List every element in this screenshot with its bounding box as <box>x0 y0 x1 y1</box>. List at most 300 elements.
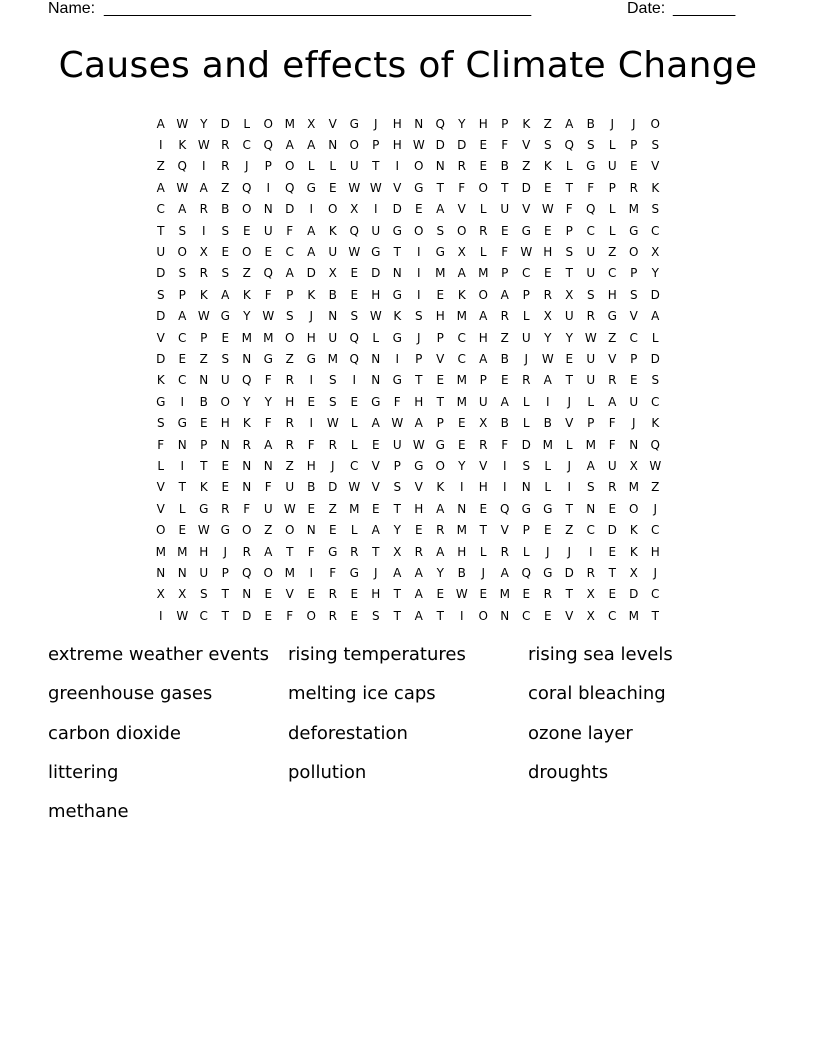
grid-letter: A <box>178 309 187 324</box>
word-list-item: carbon dioxide <box>48 722 181 744</box>
grid-letter: E <box>479 587 488 602</box>
grid-letter: E <box>350 587 359 602</box>
grid-row <box>150 498 666 519</box>
grid-letter: L <box>372 330 380 345</box>
grid-letter: G <box>177 416 187 431</box>
grid-letter: P <box>630 351 638 366</box>
grid-letter: S <box>543 138 552 153</box>
grid-letter: S <box>651 138 660 153</box>
grid-letter: X <box>651 245 660 260</box>
grid-letter: S <box>629 287 638 302</box>
grid-letter: A <box>264 544 273 559</box>
grid-letter: X <box>629 565 638 580</box>
grid-letter: Z <box>522 159 531 174</box>
grid-letter: Z <box>242 266 251 281</box>
grid-letter: I <box>395 351 400 366</box>
grid-letter: T <box>286 544 294 559</box>
grid-letter: H <box>607 287 617 302</box>
grid-letter: L <box>350 437 358 452</box>
grid-letter: Q <box>586 202 596 217</box>
grid-letter: L <box>522 416 530 431</box>
grid-letter: V <box>608 351 617 366</box>
grid-letter: S <box>586 138 595 153</box>
grid-letter: C <box>608 608 617 623</box>
grid-letter: E <box>264 245 273 260</box>
grid-letter: O <box>263 116 273 131</box>
grid-letter: L <box>544 480 552 495</box>
grid-letter: H <box>478 116 488 131</box>
grid-letter: W <box>455 587 468 602</box>
grid-letter: S <box>221 223 230 238</box>
grid-letter: U <box>392 437 402 452</box>
page-title: Causes and effects of Climate Change <box>58 45 758 86</box>
grid-letter: A <box>543 373 552 388</box>
grid-letter: G <box>392 287 402 302</box>
grid-letter: J <box>653 565 658 580</box>
grid-row <box>150 412 666 433</box>
grid-letter: J <box>653 501 658 516</box>
grid-letter: E <box>543 223 552 238</box>
grid-letter: O <box>263 565 273 580</box>
grid-letter: O <box>285 523 295 538</box>
grid-letter: I <box>309 416 314 431</box>
grid-letter: E <box>307 394 316 409</box>
grid-letter: F <box>264 373 272 388</box>
grid-letter: A <box>285 266 294 281</box>
grid-letter: M <box>628 202 639 217</box>
grid-letter: Q <box>242 373 252 388</box>
grid-letter: N <box>586 501 596 516</box>
grid-letter: L <box>479 245 487 260</box>
grid-letter: E <box>371 437 380 452</box>
grid-letter: S <box>199 587 208 602</box>
grid-letter: Z <box>285 458 294 473</box>
grid-letter: L <box>565 437 573 452</box>
grid-letter: N <box>242 480 252 495</box>
grid-letter: F <box>329 565 337 580</box>
grid-letter: W <box>348 245 361 260</box>
grid-letter: Z <box>156 159 165 174</box>
grid-letter: Z <box>565 523 574 538</box>
grid-letter: F <box>608 437 616 452</box>
grid-letter: G <box>435 245 445 260</box>
grid-letter: J <box>567 544 572 559</box>
grid-letter: V <box>156 501 165 516</box>
grid-letter: F <box>243 501 251 516</box>
grid-letter: T <box>221 587 229 602</box>
grid-row <box>150 477 666 498</box>
grid-letter: U <box>156 245 166 260</box>
grid-letter: I <box>180 394 185 409</box>
grid-letter: A <box>307 138 316 153</box>
grid-letter: R <box>199 266 208 281</box>
grid-letter: J <box>567 458 572 473</box>
grid-letter: D <box>457 138 467 153</box>
grid-letter: R <box>285 373 294 388</box>
grid-letter: S <box>414 309 423 324</box>
grid-letter: A <box>436 202 445 217</box>
grid-letter: E <box>500 223 509 238</box>
grid-letter: J <box>524 351 529 366</box>
grid-letter: D <box>607 523 617 538</box>
grid-letter: X <box>393 544 402 559</box>
grid-letter: E <box>221 458 230 473</box>
grid-letter: E <box>242 223 251 238</box>
grid-letter: O <box>177 245 187 260</box>
grid-letter: N <box>242 458 252 473</box>
grid-letter: R <box>350 544 359 559</box>
grid-letter: E <box>479 501 488 516</box>
grid-letter: L <box>544 458 552 473</box>
grid-letter: E <box>608 544 617 559</box>
grid-letter: V <box>328 116 337 131</box>
grid-letter: G <box>629 223 639 238</box>
grid-letter: Y <box>544 330 552 345</box>
grid-letter: A <box>500 565 509 580</box>
grid-letter: L <box>565 159 573 174</box>
grid-letter: G <box>371 245 381 260</box>
grid-row <box>150 306 666 327</box>
grid-letter: E <box>436 373 445 388</box>
grid-letter: N <box>521 480 531 495</box>
grid-letter: R <box>522 373 531 388</box>
grid-letter: E <box>436 287 445 302</box>
grid-letter: D <box>435 138 445 153</box>
grid-letter: U <box>607 159 617 174</box>
grid-letter: Z <box>328 501 337 516</box>
grid-letter: L <box>608 202 616 217</box>
grid-letter: J <box>631 116 636 131</box>
grid-letter: I <box>309 202 314 217</box>
grid-letter: V <box>522 138 531 153</box>
grid-letter: A <box>414 565 423 580</box>
grid-row <box>150 241 666 262</box>
word-list-item: ozone layer <box>528 722 633 744</box>
grid-letter: H <box>457 544 467 559</box>
grid-letter: E <box>221 245 230 260</box>
grid-letter: D <box>156 351 166 366</box>
grid-letter: C <box>457 351 466 366</box>
word-list-item: pollution <box>288 761 367 783</box>
grid-letter: A <box>479 309 488 324</box>
grid-letter: D <box>220 116 230 131</box>
grid-letter: I <box>180 458 185 473</box>
grid-letter: P <box>393 458 401 473</box>
grid-letter: J <box>481 565 486 580</box>
grid-letter: T <box>393 608 401 623</box>
grid-letter: O <box>328 202 338 217</box>
grid-letter: I <box>416 287 421 302</box>
grid-letter: E <box>543 266 552 281</box>
grid-letter: T <box>501 180 509 195</box>
grid-letter: D <box>392 202 402 217</box>
grid-letter: C <box>199 608 208 623</box>
grid-letter: P <box>479 373 487 388</box>
grid-letter: K <box>242 287 251 302</box>
grid-letter: Y <box>436 565 444 580</box>
grid-letter: W <box>412 138 425 153</box>
grid-letter: W <box>176 116 189 131</box>
name-label: Name: <box>48 0 96 17</box>
grid-letter: G <box>263 351 273 366</box>
grid-letter: G <box>543 565 553 580</box>
grid-letter: W <box>348 480 361 495</box>
grid-letter: O <box>156 523 166 538</box>
grid-letter: T <box>436 394 444 409</box>
grid-letter: S <box>586 287 595 302</box>
grid-letter: A <box>156 180 165 195</box>
grid-letter: N <box>371 373 381 388</box>
grid-letter: S <box>285 309 294 324</box>
grid-letter: H <box>371 287 381 302</box>
grid-letter: U <box>586 266 596 281</box>
grid-letter: U <box>263 223 273 238</box>
grid-letter: N <box>392 266 402 281</box>
grid-letter: V <box>156 330 165 345</box>
grid-letter: V <box>414 480 423 495</box>
grid-letter: W <box>541 202 554 217</box>
grid-letter: Q <box>242 565 252 580</box>
grid-row <box>150 134 666 155</box>
grid-letter: R <box>436 523 445 538</box>
grid-letter: A <box>565 116 574 131</box>
grid-letter: X <box>350 202 359 217</box>
grid-letter: S <box>371 608 380 623</box>
grid-letter: Z <box>608 330 617 345</box>
grid-letter: A <box>264 437 273 452</box>
grid-letter: L <box>522 544 530 559</box>
grid-letter: S <box>156 287 165 302</box>
grid-letter: T <box>393 587 401 602</box>
grid-letter: U <box>328 330 338 345</box>
grid-letter: C <box>651 587 660 602</box>
grid-letter: N <box>242 587 252 602</box>
grid-letter: U <box>328 245 338 260</box>
grid-letter: F <box>307 437 315 452</box>
grid-letter: P <box>264 159 272 174</box>
grid-letter: G <box>220 523 230 538</box>
word-list-item: melting ice caps <box>288 683 436 705</box>
grid-letter: O <box>650 116 660 131</box>
grid-letter: P <box>200 437 208 452</box>
grid-letter: N <box>220 437 230 452</box>
grid-letter: A <box>199 180 208 195</box>
grid-letter: L <box>479 544 487 559</box>
grid-letter: F <box>501 245 509 260</box>
grid-letter: D <box>306 266 316 281</box>
grid-letter: F <box>264 287 272 302</box>
grid-letter: N <box>414 116 424 131</box>
grid-letter: G <box>414 458 424 473</box>
grid-letter: C <box>651 223 660 238</box>
grid-letter: C <box>586 523 595 538</box>
grid-letter: Q <box>285 180 295 195</box>
grid-letter: A <box>608 394 617 409</box>
grid-letter: B <box>543 416 552 431</box>
grid-row <box>150 455 666 476</box>
grid-letter: X <box>199 245 208 260</box>
grid-letter: Z <box>500 330 509 345</box>
grid-letter: M <box>456 309 467 324</box>
grid-letter: N <box>263 202 273 217</box>
grid-letter: I <box>459 480 464 495</box>
grid-letter: L <box>350 416 358 431</box>
grid-letter: V <box>565 416 574 431</box>
word-list-item: rising sea levels <box>528 644 673 665</box>
grid-letter: P <box>608 180 616 195</box>
grid-letter: Z <box>221 180 230 195</box>
grid-letter: R <box>457 159 466 174</box>
grid-letter: A <box>436 544 445 559</box>
grid-letter: R <box>543 587 552 602</box>
grid-letter: C <box>156 202 165 217</box>
grid-letter: B <box>199 394 208 409</box>
grid-letter: W <box>197 523 210 538</box>
grid-letter: D <box>328 480 338 495</box>
grid-letter: O <box>478 180 488 195</box>
grid-letter: E <box>436 587 445 602</box>
grid-letter: Q <box>500 501 510 516</box>
grid-letter: E <box>414 523 423 538</box>
grid-letter: R <box>328 437 337 452</box>
grid-letter: A <box>414 416 423 431</box>
grid-letter: H <box>306 330 316 345</box>
grid-letter: W <box>584 330 597 345</box>
grid-letter: K <box>543 159 552 174</box>
grid-letter: U <box>263 501 273 516</box>
grid-letter: T <box>393 501 401 516</box>
grid-letter: I <box>395 159 400 174</box>
grid-letter: I <box>416 266 421 281</box>
grid-letter: S <box>565 245 574 260</box>
grid-letter: C <box>178 330 187 345</box>
grid-letter: T <box>157 223 165 238</box>
grid-letter: A <box>178 202 187 217</box>
grid-letter: E <box>457 416 466 431</box>
grid-letter: W <box>262 309 275 324</box>
grid-letter: T <box>372 544 380 559</box>
grid-letter: K <box>199 480 208 495</box>
grid-letter: A <box>500 394 509 409</box>
grid-letter: C <box>586 223 595 238</box>
grid-letter: O <box>242 245 252 260</box>
grid-letter: M <box>542 437 553 452</box>
grid-letter: Y <box>565 330 573 345</box>
grid-letter: M <box>435 266 446 281</box>
grid-letter: M <box>628 480 639 495</box>
grid-letter: G <box>521 501 531 516</box>
grid-letter: E <box>221 480 230 495</box>
grid-letter: C <box>651 394 660 409</box>
grid-letter: C <box>285 245 294 260</box>
grid-letter: N <box>457 501 467 516</box>
grid-letter: E <box>543 523 552 538</box>
grid-letter: E <box>479 138 488 153</box>
grid-letter: O <box>414 159 424 174</box>
grid-letter: A <box>651 309 660 324</box>
grid-letter: B <box>328 287 337 302</box>
grid-letter: M <box>628 608 639 623</box>
grid-letter: G <box>435 437 445 452</box>
grid-letter: T <box>565 587 573 602</box>
grid-letter: R <box>221 159 230 174</box>
grid-letter: O <box>285 159 295 174</box>
grid-letter: D <box>521 437 531 452</box>
grid-letter: X <box>457 245 466 260</box>
grid-letter: N <box>177 437 187 452</box>
grid-letter: I <box>201 159 206 174</box>
grid-letter: W <box>520 245 533 260</box>
grid-letter: X <box>307 116 316 131</box>
grid-letter: K <box>242 416 251 431</box>
grid-letter: I <box>158 608 163 623</box>
grid-letter: R <box>221 501 230 516</box>
grid-letter: I <box>309 565 314 580</box>
grid-letter: D <box>242 608 252 623</box>
grid-letter: G <box>199 501 209 516</box>
grid-letter: O <box>349 138 359 153</box>
grid-row <box>150 199 666 220</box>
grid-letter: K <box>328 223 337 238</box>
grid-letter: S <box>178 266 187 281</box>
grid-letter: N <box>629 437 639 452</box>
grid-letter: N <box>500 608 510 623</box>
grid-letter: G <box>414 180 424 195</box>
grid-letter: E <box>543 180 552 195</box>
grid-letter: D <box>650 287 660 302</box>
grid-letter: D <box>564 565 574 580</box>
grid-letter: C <box>522 266 531 281</box>
grid-letter: G <box>521 223 531 238</box>
grid-letter: V <box>371 480 380 495</box>
grid-letter: L <box>587 394 595 409</box>
grid-letter: D <box>650 351 660 366</box>
grid-letter: N <box>156 565 166 580</box>
grid-letter: R <box>608 373 617 388</box>
grid-letter: H <box>435 309 445 324</box>
grid-letter: I <box>416 245 421 260</box>
grid-letter: X <box>586 587 595 602</box>
grid-letter: V <box>522 202 531 217</box>
grid-letter: J <box>309 309 314 324</box>
grid-letter: H <box>478 330 488 345</box>
grid-letter: D <box>521 180 531 195</box>
grid-letter: J <box>373 116 378 131</box>
grid-row <box>150 327 666 348</box>
grid-letter: M <box>284 565 295 580</box>
grid-letter: K <box>178 138 187 153</box>
grid-letter: K <box>156 373 165 388</box>
grid-letter: G <box>586 159 596 174</box>
grid-letter: K <box>393 309 402 324</box>
grid-letter: Q <box>349 330 359 345</box>
grid-letter: P <box>286 287 294 302</box>
grid-letter: E <box>350 394 359 409</box>
grid-letter: H <box>392 116 402 131</box>
grid-letter: U <box>220 373 230 388</box>
grid-letter: A <box>414 587 423 602</box>
grid-letter: H <box>478 480 488 495</box>
grid-letter: A <box>393 565 402 580</box>
grid-letter: U <box>629 394 639 409</box>
grid-letter: O <box>285 330 295 345</box>
grid-letter: E <box>457 437 466 452</box>
grid-letter: F <box>587 180 595 195</box>
grid-letter: O <box>478 287 488 302</box>
grid-letter: M <box>327 351 338 366</box>
grid-letter: L <box>608 138 616 153</box>
grid-letter: L <box>243 116 251 131</box>
